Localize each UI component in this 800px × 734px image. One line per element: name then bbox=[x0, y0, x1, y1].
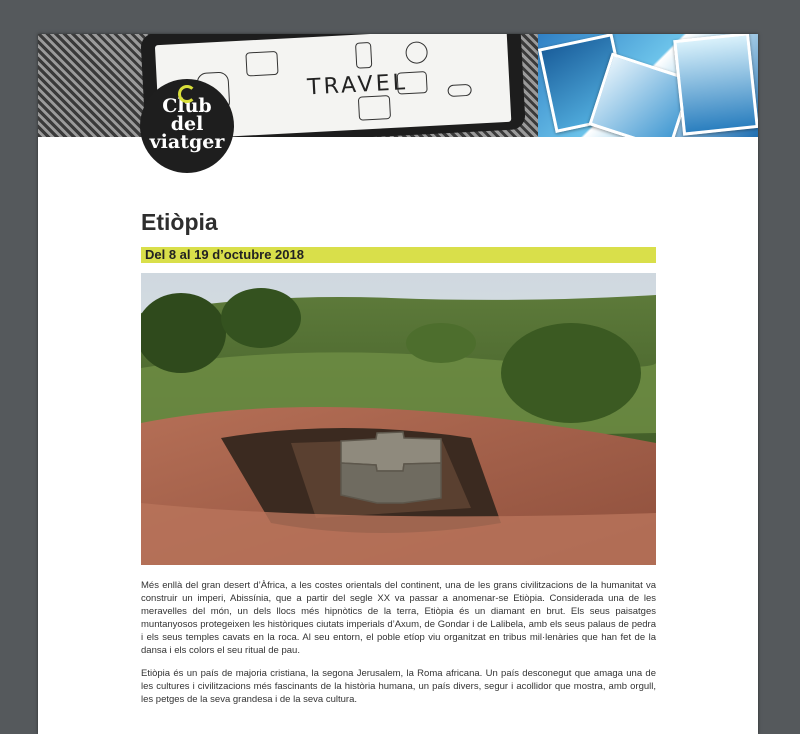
trip-dates: Del 8 al 19 d’octubre 2018 bbox=[141, 247, 656, 263]
article-body bbox=[141, 579, 656, 716]
page-title: Etiòpia bbox=[141, 209, 218, 235]
lalibela-photo bbox=[141, 273, 656, 565]
sunglasses-icon bbox=[447, 84, 472, 97]
photo-print bbox=[673, 34, 758, 136]
paragraph: Més enllà del gran desert d’Àfrica, a les costes orientals del continent, una de les grans civilitzacions de la humanitat va construir un imperi, Abissínia, que a partir del segle XX va passar a anomenar-se Etiòpia. Considerada una de les meravelles del món, un dels llocs més hipnòtics de la terra, Etiòpia és un diamant en brut. Els seus paisatges muntanyosos protegeixen les històriques ciutats imperials d’Axum, de Gondar i de Lalibela, amb els seus palaus de pedra i els seus temples cavats en la roca. Al seu entorn, el poble etíop viu organitzat en tribus mil·lenàries que han fet de la dansa i els colors el seu ritual de pau. bbox=[141, 580, 656, 656]
camera-icon bbox=[397, 71, 428, 95]
cross-church bbox=[341, 432, 441, 503]
paragraph: Etiòpia és un país de majoria cristiana, la segona Jerusalem, la Roma africana. Un país desconegut que amaga una de les cultures i civilitzacions més fascinants de la història humana, un país divers, segur i acollidor que mostra, amb orgull, les petges de la seva grandesa i de la seva cultura. bbox=[141, 668, 656, 705]
map-icon bbox=[358, 95, 391, 121]
club-del-viatger-logo: Club del viatger bbox=[140, 79, 234, 173]
travel-photos bbox=[538, 34, 758, 137]
compass-icon bbox=[405, 41, 428, 64]
travel-text: TRAVEL bbox=[306, 70, 409, 101]
document-page bbox=[38, 34, 758, 734]
suitcase-icon bbox=[245, 51, 278, 77]
phone-icon bbox=[355, 42, 372, 69]
